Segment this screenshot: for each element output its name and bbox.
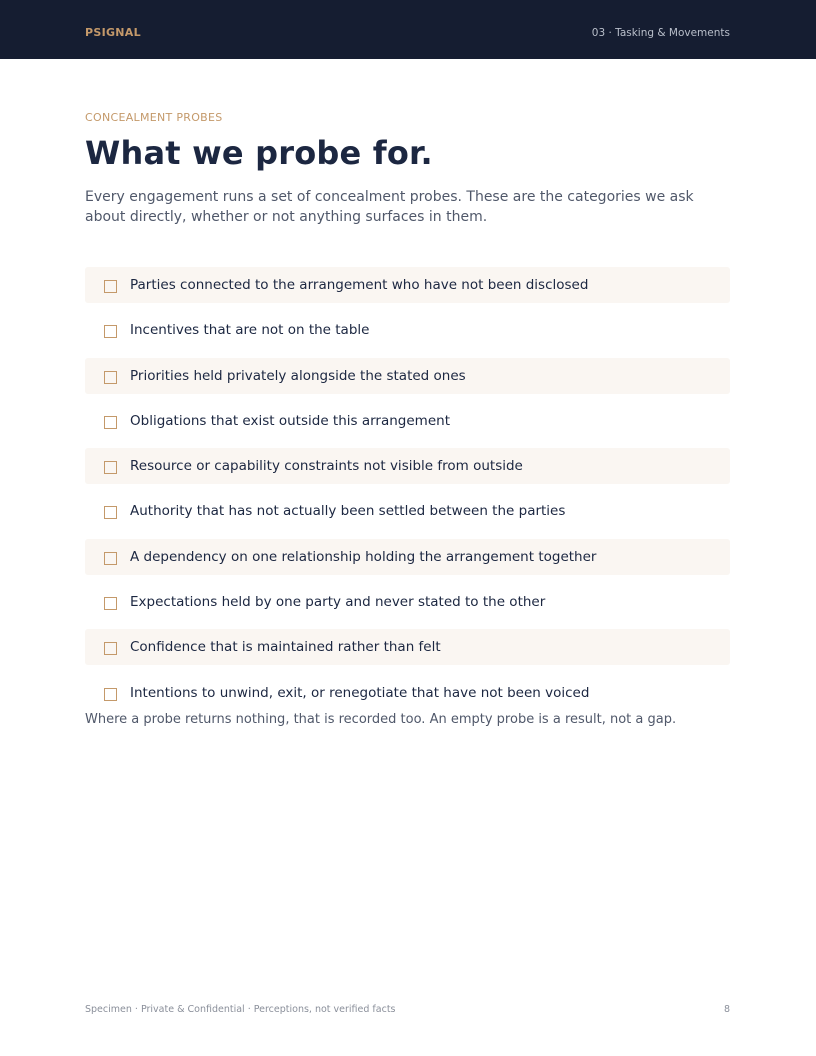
probe-label: Incentives that are not on the table <box>130 322 370 339</box>
probe-label: Confidence that is maintained rather than felt <box>130 639 441 656</box>
page-header <box>0 0 816 59</box>
section-reference: 03 · Tasking & Movements <box>591 27 730 39</box>
probe-item <box>85 493 730 529</box>
probe-item <box>85 312 730 348</box>
footer-note: Specimen · Private & Confidential · Perceptions, not verified facts <box>85 1004 396 1015</box>
section-eyebrow: CONCEALMENT PROBES <box>85 111 223 124</box>
probe-label: Parties connected to the arrangement who have not been disclosed <box>130 277 589 293</box>
checkbox-icon <box>104 371 117 384</box>
probe-label: Expectations held by one party and never stated to the other <box>130 594 546 611</box>
brand-name: PSIGNAL <box>85 26 141 39</box>
probe-item <box>85 629 730 665</box>
page-title: What we probe for. <box>85 134 433 172</box>
checkbox-icon <box>104 280 117 293</box>
probe-item <box>85 358 730 394</box>
probe-label: A dependency on one relationship holding the arrangement together <box>130 548 597 565</box>
probe-item <box>85 584 730 620</box>
closing-note: Where a probe returns nothing, that is recorded too. An empty probe is a result, not a gap. <box>85 712 677 727</box>
probe-label: Priorities held privately alongside the stated ones <box>130 367 466 384</box>
probe-item <box>85 539 730 575</box>
page-number: 8 <box>723 1004 730 1015</box>
checkbox-icon <box>104 688 117 701</box>
intro-paragraph: Every engagement runs a set of concealment probes. These are the categories we ask about directly, whether or not anything surfaces in them. <box>85 189 694 225</box>
probe-item <box>85 403 730 439</box>
checkbox-icon <box>104 461 117 474</box>
probe-label: Obligations that exist outside this arrangement <box>130 412 450 429</box>
checkbox-icon <box>104 597 117 610</box>
checkbox-icon <box>104 552 117 565</box>
probe-label: Authority that has not actually been settled between the parties <box>130 503 566 520</box>
checkbox-icon <box>104 506 117 519</box>
probe-item <box>85 448 730 484</box>
checkbox-icon <box>104 642 117 655</box>
probe-item <box>85 267 730 303</box>
probe-item <box>85 675 730 711</box>
probe-label: Resource or capability constraints not visible from outside <box>130 458 523 475</box>
checkbox-icon <box>104 325 117 338</box>
probe-list <box>85 267 730 720</box>
checkbox-icon <box>104 416 117 429</box>
probe-label: Intentions to unwind, exit, or renegotiate that have not been voiced <box>130 684 590 701</box>
